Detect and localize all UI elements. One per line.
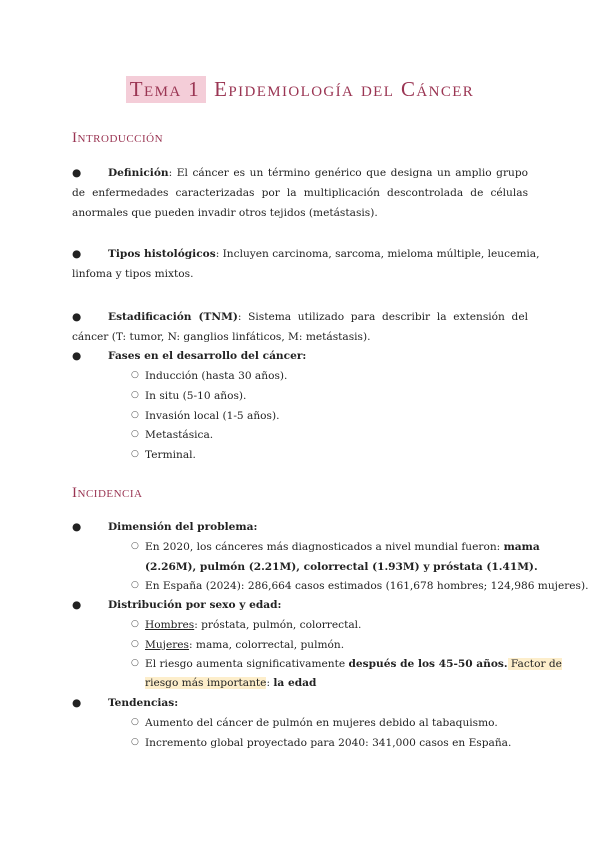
hombres-text: : próstata, pulmón, colorrectal. bbox=[194, 619, 362, 631]
sub-bullet-icon: ○ bbox=[131, 619, 139, 629]
tendencia-item: Incremento global proyectado para 2040: 341,000 casos en España. bbox=[145, 737, 512, 749]
estadificacion-text: : Sistema utilizado para describir la extensión del cáncer (T: tumor, N: ganglios linfáticos, M: metástasis). bbox=[72, 311, 528, 343]
heading-introduccion: Introducción bbox=[72, 130, 164, 146]
definicion-text: : El cáncer es un término genérico que designa un amplio grupo de enfermedades caracterizadas por la multiplicación descontrolada de células anormales que pueden invadir otros tejidos (metástasis). bbox=[72, 167, 528, 219]
hombres-item bbox=[145, 615, 361, 635]
tipos-line-1 bbox=[72, 244, 539, 264]
sub-bullet-icon: ○ bbox=[131, 717, 139, 727]
fase-item: Metastásica. bbox=[145, 429, 214, 441]
title-text: Epidemiología del Cáncer bbox=[214, 77, 475, 101]
bullet-icon: ● bbox=[72, 697, 82, 709]
riesgo-line-1 bbox=[145, 654, 562, 674]
title-number: Tema 1 bbox=[126, 76, 206, 103]
mujeres-label: Mujeres bbox=[145, 639, 189, 651]
riesgo-line-2 bbox=[145, 673, 316, 693]
bullet-icon: ● bbox=[72, 599, 82, 611]
riesgo-colon: : bbox=[266, 677, 274, 689]
sub-bullet-icon: ○ bbox=[131, 580, 139, 590]
tipos-line-2: linfoma y tipos mixtos. bbox=[72, 268, 194, 280]
fase-item: Terminal. bbox=[145, 449, 196, 461]
tendencias-heading bbox=[72, 693, 178, 713]
fase-item: Invasión local (1-5 años). bbox=[145, 410, 280, 422]
riesgo-edad: la edad bbox=[273, 677, 317, 689]
bullet-icon: ● bbox=[72, 167, 82, 179]
estadificacion-label: Estadificación (TNM) bbox=[108, 311, 238, 323]
estadificacion-paragraph bbox=[72, 307, 528, 347]
page-title bbox=[0, 77, 600, 102]
sub-bullet-icon: ○ bbox=[131, 449, 139, 459]
fase-item: Inducción (hasta 30 años). bbox=[145, 370, 288, 382]
distrib-label: Distribución por sexo y edad: bbox=[108, 599, 282, 611]
tendencias-label: Tendencias: bbox=[108, 697, 179, 709]
dimension-item-2: En España (2024): 286,664 casos estimados (161,678 hombres; 124,986 mujeres). bbox=[145, 580, 589, 592]
sub-bullet-icon: ○ bbox=[131, 541, 139, 551]
tipos-text-1: : Incluyen carcinoma, sarcoma, mieloma múltiple, leucemia, bbox=[215, 248, 540, 260]
bullet-icon: ● bbox=[72, 350, 82, 362]
sub-bullet-icon: ○ bbox=[131, 429, 139, 439]
mujeres-text: : mama, colorrectal, pulmón. bbox=[189, 639, 345, 651]
dimension-item-1-line-1 bbox=[145, 537, 540, 557]
hombres-label: Hombres bbox=[145, 619, 195, 631]
tendencia-item: Aumento del cáncer de pulmón en mujeres debido al tabaquismo. bbox=[145, 717, 498, 729]
sub-bullet-icon: ○ bbox=[131, 639, 139, 649]
d1-bold: mama bbox=[503, 541, 540, 553]
distrib-heading bbox=[72, 595, 281, 615]
riesgo-bold: después de los 45-50 años. bbox=[348, 658, 508, 670]
sub-bullet-icon: ○ bbox=[131, 658, 139, 668]
tipos-label: Tipos histológicos bbox=[108, 248, 216, 260]
riesgo-text: El riesgo aumenta significativamente bbox=[145, 658, 349, 670]
fases-heading bbox=[72, 346, 306, 366]
mujeres-item bbox=[145, 635, 344, 655]
bullet-icon: ● bbox=[72, 248, 82, 260]
sub-bullet-icon: ○ bbox=[131, 390, 139, 400]
dimension-label: Dimensión del problema: bbox=[108, 521, 258, 533]
sub-bullet-icon: ○ bbox=[131, 737, 139, 747]
riesgo-highlight-2: riesgo más importante bbox=[145, 677, 267, 689]
fases-label: Fases en el desarrollo del cáncer: bbox=[108, 350, 307, 362]
definicion-label: Definición bbox=[108, 167, 169, 179]
riesgo-highlight: Factor de bbox=[507, 658, 562, 670]
sub-bullet-icon: ○ bbox=[131, 370, 139, 380]
sub-bullet-icon: ○ bbox=[131, 410, 139, 420]
definicion-paragraph bbox=[72, 163, 528, 223]
dimension-heading bbox=[72, 517, 257, 537]
bullet-icon: ● bbox=[72, 311, 82, 323]
fase-item: In situ (5-10 años). bbox=[145, 390, 247, 402]
bullet-icon: ● bbox=[72, 521, 82, 533]
heading-incidencia: Incidencia bbox=[72, 485, 143, 501]
d1-text: En 2020, los cánceres más diagnosticados a nivel mundial fueron: bbox=[145, 541, 504, 553]
dimension-item-1-line-2: (2.26M), pulmón (2.21M), colorrectal (1.93M) y próstata (1.41M). bbox=[145, 561, 538, 573]
